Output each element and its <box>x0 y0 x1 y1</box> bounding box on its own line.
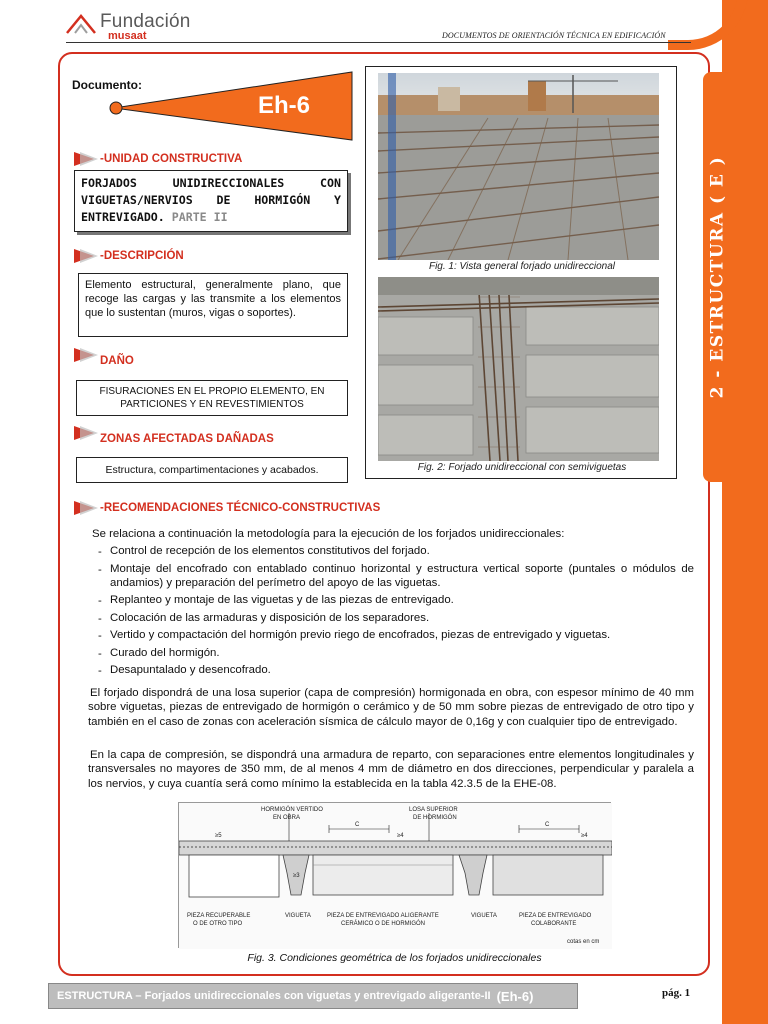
footer-code: (Eh-6) <box>496 988 534 1004</box>
recomendaciones-intro <box>88 527 694 541</box>
page-number: pág. 1 <box>662 987 691 999</box>
section-dano-title: DAÑO <box>100 355 134 367</box>
label-c2: C <box>545 822 550 828</box>
unidad-part: PARTE II <box>171 210 228 224</box>
section-marker-icon <box>72 247 98 265</box>
descripcion-box <box>78 273 348 337</box>
section-marker-icon <box>72 346 98 368</box>
logo-mark-icon <box>66 12 96 34</box>
forjado-section-diagram <box>179 803 612 949</box>
label-hormigon-vertido: HORMIGÓN VERTIDO <box>261 807 323 813</box>
label-de-hormigon: DE HORMIGÓN <box>413 815 457 821</box>
list-item: - Replanteo y montaje de las viguetas y de las piezas de entrevigado. <box>98 594 454 608</box>
section-recomendaciones-heading <box>72 499 380 517</box>
section-descripcion-title: -DESCRIPCIÓN <box>100 250 184 262</box>
label-en-obra: EN OBRA <box>273 815 301 821</box>
document-label: Documento: <box>72 78 142 92</box>
label-ge3: ≥3 <box>293 873 300 879</box>
label-losa-superior: LOSA SUPERIOR <box>409 807 458 813</box>
fig2-caption: Fig. 2: Forjado unidireccional con semiviguetas <box>417 462 627 473</box>
list-item: - Curado del hormigón. <box>98 646 220 660</box>
document-series: DOCUMENTOS DE ORIENTACIÓN TÉCNICA EN EDIFICACIÓN <box>442 31 666 40</box>
photo-forjado-semiviguetas <box>378 277 659 461</box>
label-ceramico: CERÁMICO O DE HORMIGÓN <box>341 921 426 927</box>
document-code: Eh-6 <box>258 92 311 119</box>
photo-vista-general <box>378 73 659 260</box>
list-item: - Colocación de las armaduras y disposición de los separadores. <box>98 611 430 625</box>
section-marker-icon <box>72 150 98 168</box>
label-vigueta-2: VIGUETA <box>471 913 497 919</box>
zonas-text: Estructura, compartimentaciones y acabados. <box>105 464 319 476</box>
logo-name: Fundación <box>100 11 191 32</box>
label-cotas: cotas en cm <box>567 939 600 945</box>
photo-forjado-overview <box>378 73 659 260</box>
footer-bar <box>48 983 578 1009</box>
section-tab-label: 2 - ESTRUCTURA ( E ) <box>707 155 727 399</box>
intro-text: Se relaciona a continuación la metodología para la ejecución de los forjados unidireccionales: <box>92 528 565 540</box>
fig1-caption: Fig. 1: Vista general forjado unidireccional <box>428 261 616 272</box>
photo-frame <box>365 66 677 479</box>
header-divider <box>66 42 691 43</box>
list-item: - Vertido y compactación del hormigón previo riego de encofrados, piezas de entrevigado y viguetas. <box>98 629 611 643</box>
label-ge4-b: ≥4 <box>581 833 588 839</box>
section-marker-icon <box>72 499 98 517</box>
photo-semiviguetas <box>378 277 659 461</box>
label-c1: C <box>355 822 360 828</box>
section-descripcion-heading <box>72 247 184 265</box>
dano-box <box>76 380 348 416</box>
label-pieza-recuperable: PIEZA RECUPERABLE <box>187 913 251 919</box>
section-marker-icon <box>72 424 98 446</box>
zonas-box <box>76 457 348 483</box>
label-pieza-aligerante: PIEZA DE ENTREVIGADO ALIGERANTE <box>327 913 439 919</box>
steps-list <box>98 544 694 681</box>
label-vigueta-1: VIGUETA <box>285 913 311 919</box>
section-dano-heading <box>72 346 134 368</box>
list-item: - Desapuntalado y desencofrado. <box>98 664 271 678</box>
list-item: - Control de recepción de los elementos constitutivos del forjado. <box>98 545 430 558</box>
unidad-box <box>74 170 348 232</box>
list-item: - Montaje del encofrado con entablado continuo horizontal y estructura vertical soporte (puntales o módulos de andamios) y preparación del perímetro del apoyo de las viguetas. <box>98 562 694 589</box>
fig3-caption: Fig. 3. Condiciones geométrica de los forjados unidireccionales <box>247 952 542 964</box>
label-ge4-a: ≥4 <box>397 833 404 839</box>
section-tab-label-wrap <box>703 72 731 482</box>
section-unidad-heading <box>72 150 242 168</box>
figure-3-diagram <box>178 802 611 948</box>
section-zonas-heading <box>72 424 274 446</box>
section-unidad-title: -UNIDAD CONSTRUCTIVA <box>100 153 243 165</box>
logo <box>66 12 191 42</box>
unidad-text: FORJADOS UNIDIRECCIONALES CON VIGUETAS/NERVIOS DE HORMIGÓN Y ENTREVIGADO. <box>81 176 341 224</box>
logo-sub: musaat <box>108 30 147 42</box>
section-zonas-title: ZONAS AFECTADAS DAÑADAS <box>100 433 274 445</box>
label-colaborante: COLABORANTE <box>531 921 577 927</box>
paragraph-armadura: En la capa de compresión, se dispondrá una armadura de reparto, con separaciones entre elementos longitudinales y transversales no mayores de 350 mm, de al menos 4 mm de diámetro en dos direcciones, perpendicular y paralela a los nervios, y cuya cuantía será como mínimo la establecida en la tabla 42.3.5 de la EHE-08. <box>88 749 694 790</box>
section-recomendaciones-title: -RECOMENDACIONES TÉCNICO-CONSTRUCTIVAS <box>100 502 381 514</box>
label-ge5: ≥5 <box>215 833 222 839</box>
footer-title: ESTRUCTURA – Forjados unidireccionales con viguetas y entrevigado aligerante-II <box>57 990 491 1002</box>
label-pieza-colaborante: PIEZA DE ENTREVIGADO <box>519 913 592 919</box>
dano-text: FISURACIONES EN EL PROPIO ELEMENTO, EN PARTICIONES Y EN REVESTIMIENTOS <box>99 386 325 410</box>
paragraph-losa: El forjado dispondrá de una losa superior (capa de compresión) hormigonada en obra, con espesor mínimo de 40 mm sobre viguetas, piezas de entrevigado de hormigón o cerámico y de 50 mm sobre piezas de entrevigado de otro tipo y también en el caso de zonas con aceleración sísmica de cálculo mayor de 0,16g y con cualquier tipo de entrevigado. <box>88 687 694 728</box>
descripcion-text: Elemento estructural, generalmente plano, que recoge las cargas y las transmite a los elementos que lo sustentan (muros, vigas o soportes). <box>85 279 341 319</box>
label-otro-tipo: O DE OTRO TIPO <box>193 921 243 927</box>
document-code-triangle <box>108 70 354 142</box>
